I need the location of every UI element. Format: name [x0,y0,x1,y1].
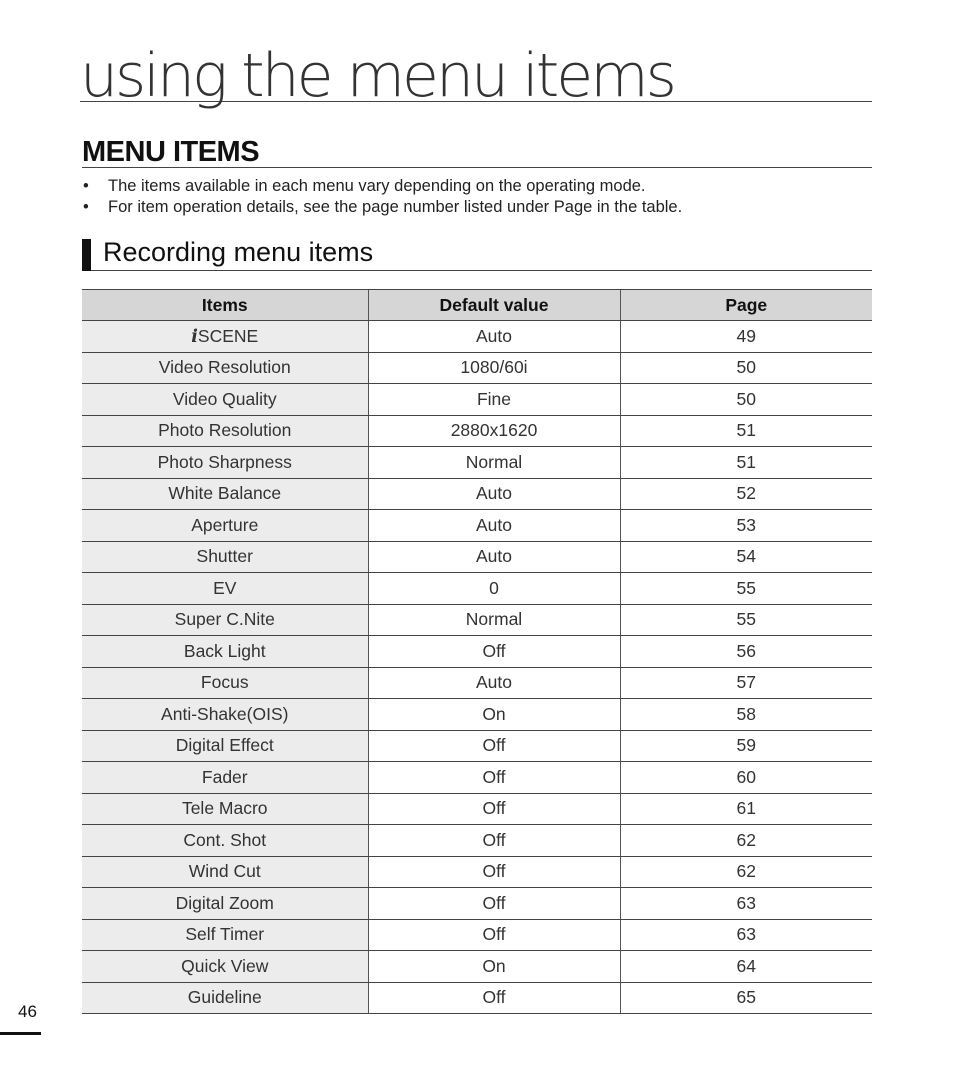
cell-item [82,667,368,699]
item-label: Anti-Shake(OIS) [161,703,289,724]
cell-item [82,856,368,888]
cell-page: 59 [620,730,872,762]
cell-item [82,541,368,573]
cell-page: 50 [620,384,872,416]
table-row [82,951,872,983]
cell-page: 60 [620,762,872,794]
cell-item [82,510,368,542]
table-row [82,415,872,447]
item-label: Cont. Shot [183,829,267,850]
item-label: Back Light [183,640,266,661]
cell-page: 51 [620,415,872,447]
item-label: Wind Cut [188,861,261,882]
cell-page: 52 [620,478,872,510]
cell-page: 57 [620,667,872,699]
cell-page: 61 [620,793,872,825]
item-label: Self Timer [185,924,265,945]
table-row [82,825,872,857]
cell-page: 62 [620,825,872,857]
item-label: Digital Effect [175,735,274,756]
cell-default-value: Auto [368,541,620,573]
cell-item [82,352,368,384]
cell-default-value: On [368,951,620,983]
cell-default-value: On [368,699,620,731]
subsection-title: Recording menu items [103,237,374,267]
table-row [82,730,872,762]
column-header-items: Items [82,290,368,321]
cell-item [82,447,368,479]
bullet-list [82,176,872,218]
column-header-page: Page [620,290,872,321]
table-row [82,478,872,510]
table-row [82,384,872,416]
cell-item [82,825,368,857]
intelli-i-icon: i [191,326,198,347]
table-row [82,667,872,699]
cell-default-value: Off [368,636,620,668]
cell-item [82,415,368,447]
cell-item [82,478,368,510]
cell-item [82,982,368,1014]
table-row [82,447,872,479]
item-label: Photo Resolution [158,420,292,441]
page-number: 46 [18,1002,37,1021]
cell-default-value: 0 [368,573,620,605]
cell-page: 56 [620,636,872,668]
cell-item [82,951,368,983]
cell-default-value: Auto [368,321,620,353]
table-row [82,856,872,888]
cell-item [82,636,368,668]
cell-page: 53 [620,510,872,542]
item-label: Digital Zoom [175,892,274,913]
item-label: Focus [200,672,249,693]
item-label: Shutter [196,546,253,567]
cell-item [82,604,368,636]
cell-item [82,793,368,825]
cell-page: 55 [620,573,872,605]
recording-menu-table [82,289,872,1014]
cell-page: 58 [620,699,872,731]
cell-page: 54 [620,541,872,573]
item-label: EV [213,577,237,598]
cell-page: 51 [620,447,872,479]
cell-default-value: Normal [368,604,620,636]
item-label: SCENE [197,325,259,346]
cell-page: 63 [620,919,872,951]
cell-item [82,573,368,605]
item-label: Tele Macro [181,798,268,819]
column-header-default-value: Default value [368,290,620,321]
cell-page: 50 [620,352,872,384]
item-label: Guideline [187,987,262,1008]
cell-default-value: Off [368,982,620,1014]
cell-default-value: Auto [368,667,620,699]
item-label: Photo Sharpness [157,451,292,472]
table-row [82,541,872,573]
heading-bar [82,239,91,271]
table-row [82,919,872,951]
cell-default-value: Off [368,888,620,920]
table-row [82,636,872,668]
cell-item [82,699,368,731]
page-number-rule [0,1032,41,1035]
item-label: White Balance [168,483,282,504]
cell-default-value: 1080/60i [368,352,620,384]
cell-page: 55 [620,604,872,636]
page-title: using the menu items [80,40,872,102]
table-row [82,510,872,542]
cell-page: 65 [620,982,872,1014]
cell-default-value: Off [368,919,620,951]
cell-item [82,384,368,416]
cell-page: 62 [620,856,872,888]
table-row [82,762,872,794]
table-header-row [82,290,872,321]
item-label: Video Resolution [158,357,291,378]
item-label: Fader [201,766,248,787]
table-row [82,352,872,384]
cell-default-value: Fine [368,384,620,416]
subsection-heading [82,236,872,271]
cell-default-value: Auto [368,510,620,542]
bullet-item: • The items available in each menu vary depending on the operating mode. [82,176,872,197]
cell-default-value: Off [368,730,620,762]
cell-item [82,321,368,353]
table-row [82,321,872,353]
cell-default-value: Off [368,793,620,825]
table-row [82,604,872,636]
cell-default-value: 2880x1620 [368,415,620,447]
section-title: MENU ITEMS [82,134,872,168]
cell-default-value: Auto [368,478,620,510]
cell-page: 64 [620,951,872,983]
cell-default-value: Off [368,856,620,888]
cell-item [82,919,368,951]
item-label: Super C.Nite [174,609,275,630]
cell-default-value: Off [368,762,620,794]
cell-default-value: Off [368,825,620,857]
bullet-item: • For item operation details, see the page number listed under Page in the table. [82,197,872,218]
cell-page: 63 [620,888,872,920]
table-body [82,321,872,1014]
item-label: Aperture [191,514,259,535]
cell-default-value: Normal [368,447,620,479]
table-row [82,573,872,605]
cell-item [82,762,368,794]
cell-page: 49 [620,321,872,353]
cell-item [82,888,368,920]
table-row [82,699,872,731]
cell-item [82,730,368,762]
table-row [82,793,872,825]
table-row [82,982,872,1014]
item-label: Quick View [181,955,269,976]
table-row [82,888,872,920]
item-label: Video Quality [172,388,277,409]
